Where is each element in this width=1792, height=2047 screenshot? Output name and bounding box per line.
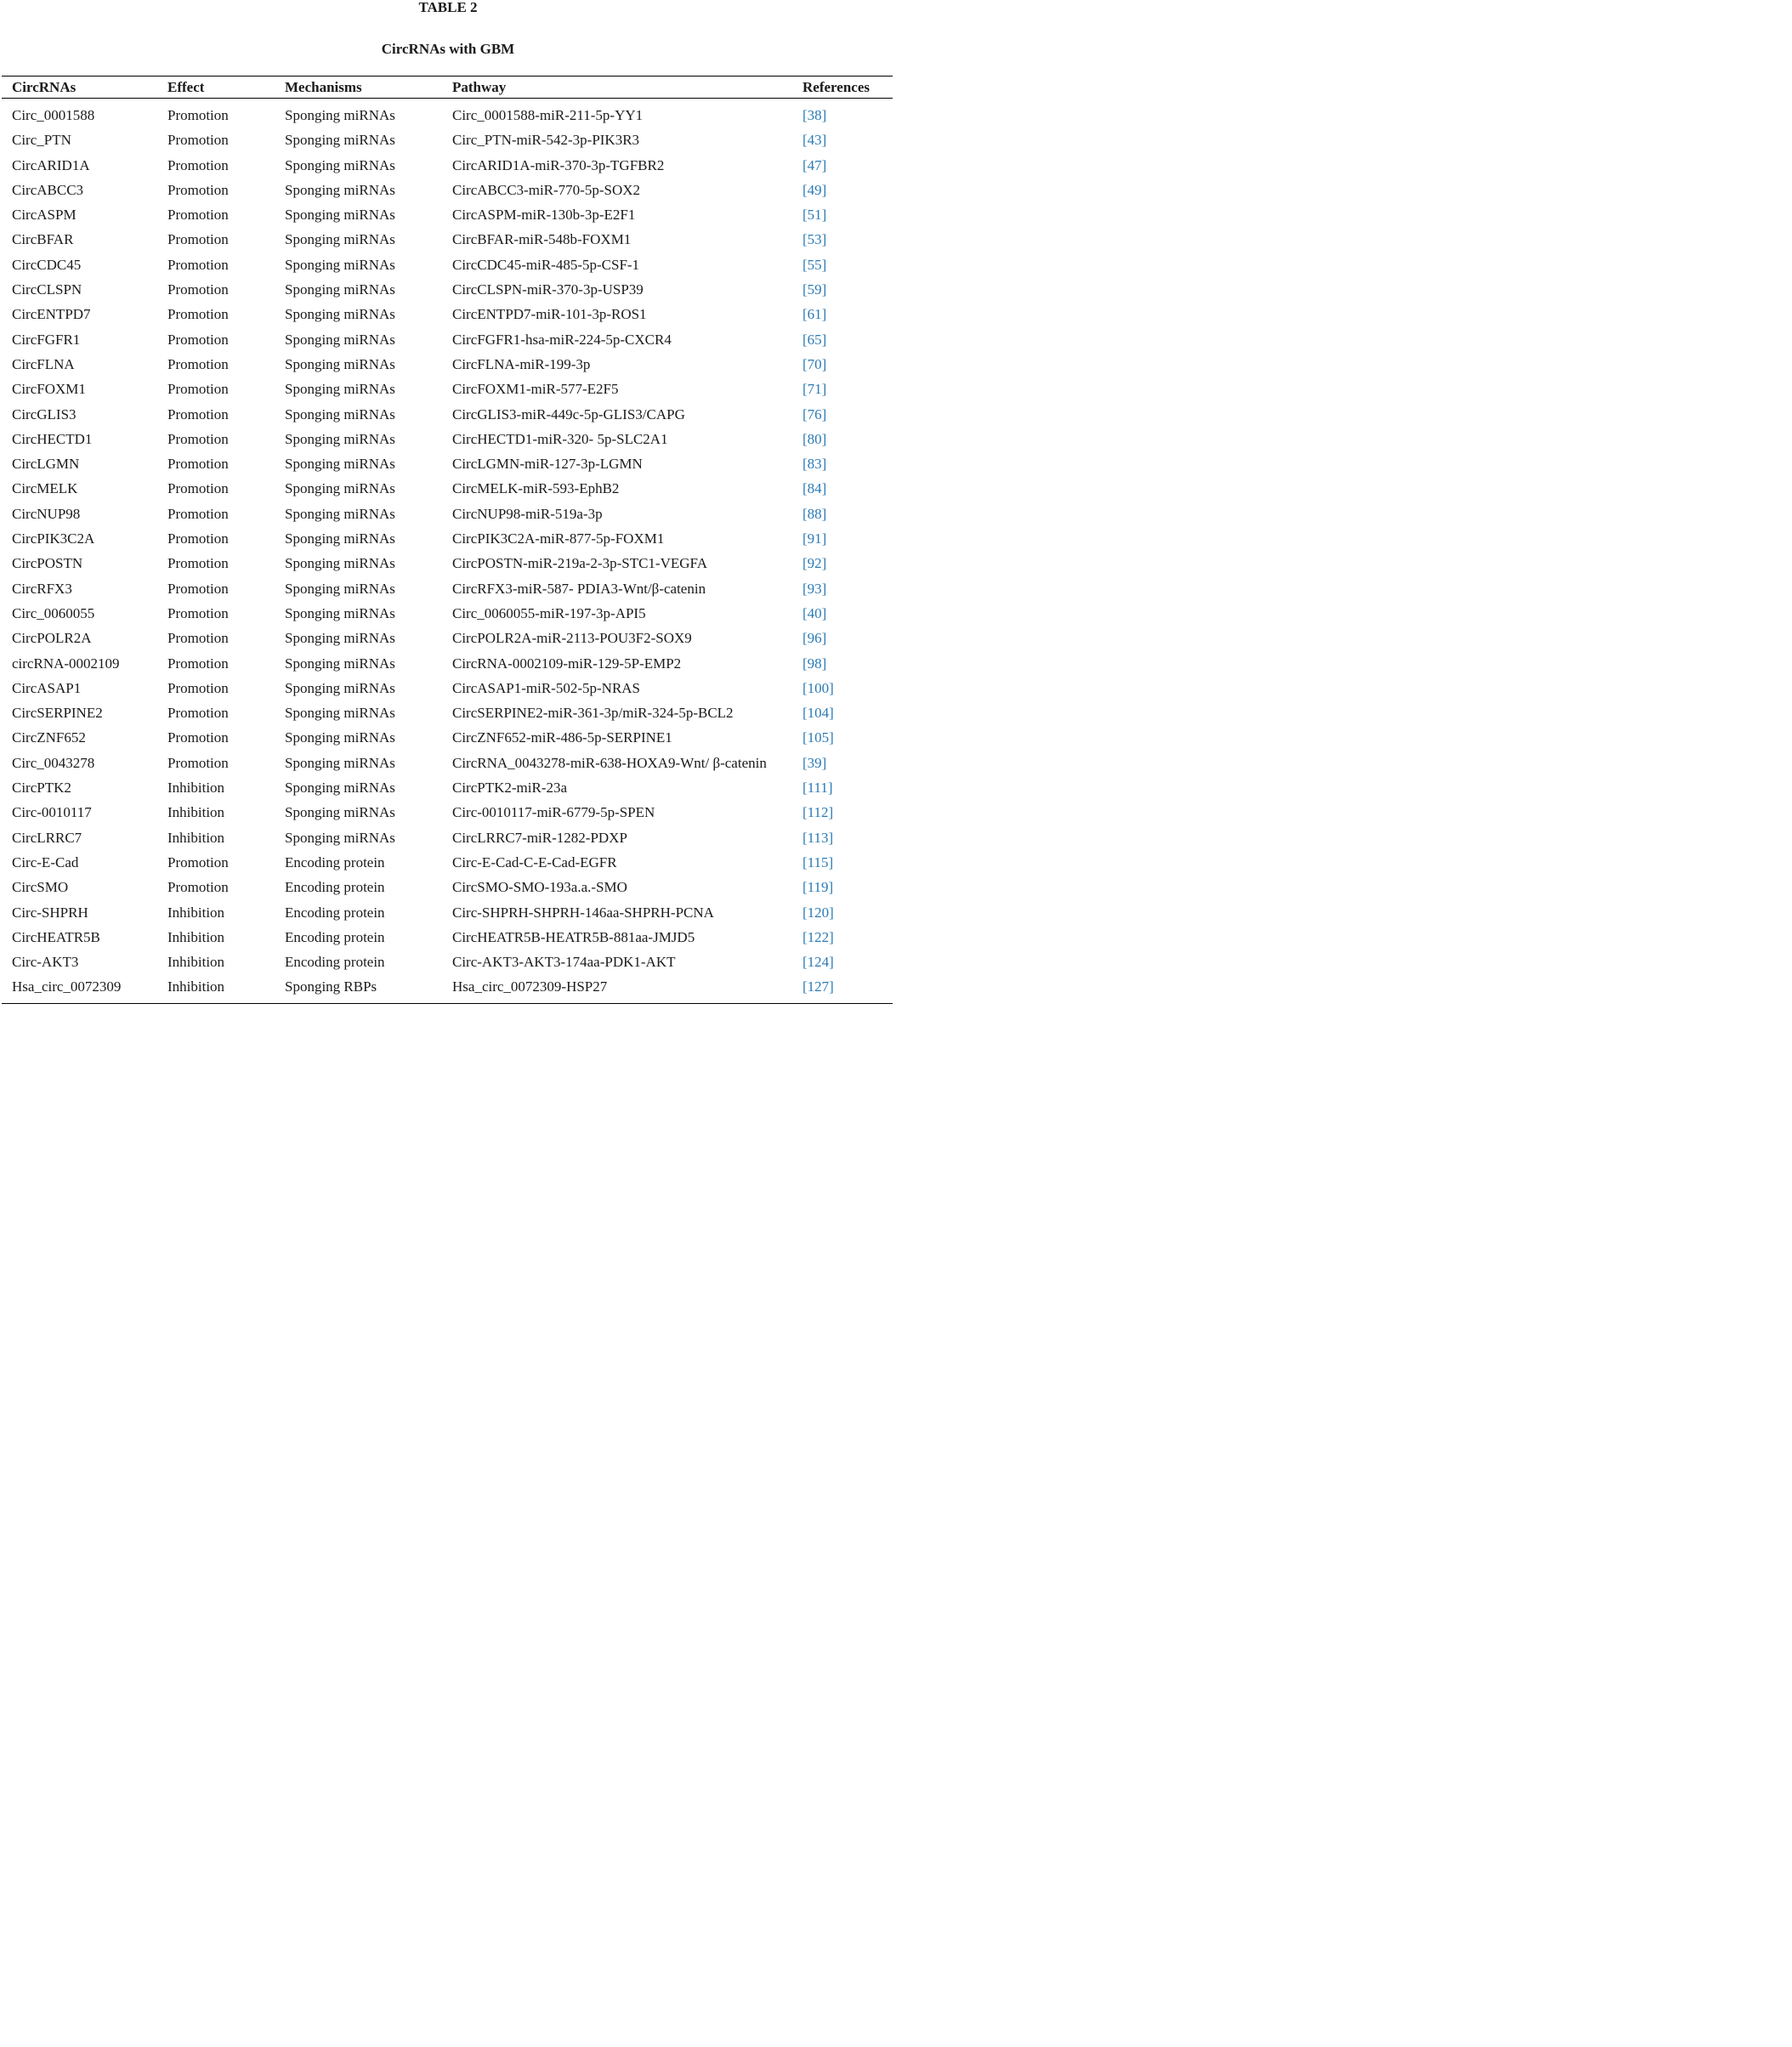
pathway-cell: Circ-0010117-miR-6779-5p-SPEN (452, 804, 655, 821)
effect-cell: Inhibition (167, 904, 225, 921)
reference-link[interactable]: [100] (802, 679, 834, 696)
reference-cell (792, 331, 893, 355)
mechanism-cell: Sponging miRNAs (285, 281, 395, 298)
circrna-cell: CircPOSTN (12, 555, 83, 572)
pathway-cell: Circ-AKT3-AKT3-174aa-PDK1-AKT (452, 954, 676, 971)
table-body (2, 99, 893, 1004)
circrna-cell: CircPTK2 (12, 780, 71, 797)
reference-number: 61 (807, 306, 822, 323)
reference-link[interactable]: [115] (802, 853, 834, 870)
reference-number: 92 (807, 555, 822, 572)
mechanism-cell: Sponging miRNAs (285, 705, 395, 722)
table-row (2, 405, 893, 430)
effect-cell: Promotion (167, 107, 229, 123)
effect-cell: Promotion (167, 630, 229, 647)
reference-cell (792, 430, 893, 455)
reference-number: 40 (807, 604, 822, 621)
table-row (2, 928, 893, 953)
reference-cell (792, 305, 893, 330)
table-label: TABLE 2 (418, 0, 478, 15)
reference-number: 49 (807, 181, 822, 198)
table-row (2, 554, 893, 579)
header-pathway: Pathway (442, 77, 792, 99)
effect-cell: Promotion (167, 456, 229, 473)
pathway-cell: CircPOLR2A-miR-2113-POU3F2-SOX9 (452, 630, 692, 647)
reference-number: 38 (807, 107, 822, 123)
effect-cell: Promotion (167, 754, 229, 771)
table-row (2, 281, 893, 305)
reference-number: 112 (807, 804, 829, 821)
reference-cell (792, 953, 893, 978)
mechanism-cell: Encoding protein (285, 879, 385, 896)
reference-number: 124 (807, 954, 830, 971)
effect-cell: Promotion (167, 480, 229, 497)
effect-cell: Promotion (167, 281, 229, 298)
reference-cell (792, 181, 893, 206)
reference-cell (792, 679, 893, 704)
pathway-cell: CircZNF652-miR-486-5p-SERPINE1 (452, 729, 672, 746)
reference-link[interactable]: [40] (802, 604, 827, 621)
reference-link[interactable]: [124] (802, 954, 834, 971)
reference-number: 88 (807, 505, 822, 522)
reference-number: 43 (807, 132, 822, 149)
reference-link[interactable]: [43] (802, 132, 827, 149)
reference-cell (792, 779, 893, 803)
pathway-cell: Circ-E-Cad-C-E-Cad-EGFR (452, 853, 617, 870)
effect-cell: Promotion (167, 355, 229, 372)
mechanism-cell: Sponging miRNAs (285, 381, 395, 398)
reference-cell (792, 729, 893, 753)
reference-link[interactable]: [120] (802, 904, 834, 921)
table-row (2, 953, 893, 978)
circrna-cell: CircCDC45 (12, 256, 82, 273)
table-row (2, 679, 893, 704)
reference-number: 91 (807, 530, 822, 547)
pathway-cell: Hsa_circ_0072309-HSP27 (442, 978, 792, 1003)
reference-cell (792, 99, 893, 132)
reference-link[interactable]: [127] (802, 978, 834, 995)
circrna-cell: CircBFAR (12, 231, 74, 248)
reference-link[interactable]: [61] (802, 306, 827, 323)
reference-cell (792, 554, 893, 579)
circrna-cell: CircHEATR5B (12, 928, 100, 945)
pathway-cell: CircABCC3-miR-770-5p-SOX2 (452, 181, 640, 198)
circrna-cell: CircASPM (12, 207, 77, 224)
table-row (2, 530, 893, 554)
reference-link[interactable]: [98] (802, 655, 827, 672)
table-row (2, 455, 893, 479)
reference-number: 76 (807, 405, 822, 422)
mechanism-cell: Sponging miRNAs (285, 754, 395, 771)
reference-number: 104 (807, 705, 830, 722)
effect-cell: Inhibition (167, 780, 225, 797)
mechanism-cell: Sponging RBPs (275, 978, 442, 1003)
reference-number: 53 (807, 231, 822, 248)
circrna-cell: Circ-AKT3 (12, 954, 79, 971)
pathway-cell: CircENTPD7-miR-101-3p-ROS1 (452, 306, 647, 323)
reference-number: 83 (807, 456, 822, 473)
mechanism-cell: Encoding protein (285, 954, 385, 971)
effect-cell: Inhibition (167, 928, 225, 945)
reference-cell (792, 629, 893, 654)
table-row (2, 604, 893, 629)
mechanism-cell: Sponging miRNAs (285, 480, 395, 497)
reference-cell (792, 206, 893, 230)
reference-cell (792, 479, 893, 504)
mechanism-cell: Sponging miRNAs (285, 355, 395, 372)
mechanism-cell: Sponging miRNAs (285, 331, 395, 348)
mechanism-cell: Sponging miRNAs (285, 804, 395, 821)
effect-cell: Promotion (167, 231, 229, 248)
table-row (2, 704, 893, 729)
reference-link[interactable]: [39] (802, 754, 827, 771)
circrna-cell: Circ_PTN (12, 132, 71, 149)
reference-link[interactable]: [65] (802, 331, 827, 348)
effect-cell: Inhibition (167, 804, 225, 821)
table-row (2, 206, 893, 230)
circrna-cell: CircGLIS3 (12, 405, 77, 422)
reference-link[interactable]: [47] (802, 156, 827, 173)
reference-cell (792, 380, 893, 405)
mechanism-cell: Sponging miRNAs (285, 580, 395, 597)
table-row (2, 729, 893, 753)
table-row (2, 754, 893, 779)
circrna-cell: CircFLNA (12, 355, 75, 372)
mechanism-cell: Sponging miRNAs (285, 306, 395, 323)
reference-link[interactable]: [38] (802, 107, 827, 123)
table-row (2, 655, 893, 679)
table-row (2, 230, 893, 255)
reference-number: 71 (807, 381, 822, 398)
mechanism-cell: Sponging miRNAs (285, 679, 395, 696)
pathway-cell: CircPTK2-miR-23a (452, 780, 568, 797)
table-caption: CircRNAs with GBM (381, 41, 515, 57)
effect-cell: Promotion (167, 181, 229, 198)
effect-cell: Promotion (167, 879, 229, 896)
reference-link[interactable]: [71] (802, 381, 827, 398)
effect-cell: Promotion (167, 381, 229, 398)
reference-number: 93 (807, 580, 822, 597)
effect-cell: Promotion (167, 555, 229, 572)
reference-number: 105 (807, 729, 830, 746)
reference-number: 111 (807, 780, 828, 797)
mechanism-cell: Sponging miRNAs (285, 505, 395, 522)
reference-cell (792, 505, 893, 530)
reference-cell (792, 580, 893, 604)
reference-number: 51 (807, 207, 822, 224)
header-row (2, 77, 893, 99)
table-row (2, 355, 893, 380)
reference-cell (792, 281, 893, 305)
reference-number: 55 (807, 256, 822, 273)
circrna-cell: CircZNF652 (12, 729, 86, 746)
effect-cell: Promotion (167, 655, 229, 672)
reference-number: 96 (807, 630, 822, 647)
mechanism-cell: Sponging miRNAs (285, 181, 395, 198)
effect-cell: Promotion (167, 156, 229, 173)
pathway-cell: CircRFX3-miR-587- PDIA3-Wnt/β-catenin (452, 580, 706, 597)
reference-link[interactable]: [93] (802, 580, 827, 597)
pathway-cell: CircCLSPN-miR-370-3p-USP39 (452, 281, 644, 298)
effect-cell: Inhibition (157, 978, 275, 1003)
reference-link[interactable]: [112] (802, 804, 834, 821)
mechanism-cell: Encoding protein (285, 853, 385, 870)
reference-link[interactable]: [113] (802, 829, 834, 846)
table-row (2, 505, 893, 530)
effect-cell: Promotion (167, 207, 229, 224)
circrna-cell: CircLRRC7 (12, 829, 82, 846)
effect-cell: Promotion (167, 853, 229, 870)
table-row (2, 580, 893, 604)
reference-link[interactable]: [92] (802, 555, 827, 572)
pathway-cell: CircRNA-0002109-miR-129-5P-EMP2 (452, 655, 682, 672)
reference-link[interactable]: [51] (802, 207, 827, 224)
mechanism-cell: Sponging miRNAs (285, 630, 395, 647)
reference-number: 122 (807, 928, 830, 945)
circrna-cell: CircENTPD7 (12, 306, 91, 323)
table-row (2, 803, 893, 828)
circrna-cell: CircPOLR2A (12, 630, 92, 647)
circrna-cell: CircHECTD1 (12, 430, 93, 447)
mechanism-cell: Sponging miRNAs (285, 729, 395, 746)
table-row (2, 131, 893, 156)
reference-cell (792, 355, 893, 380)
reference-link[interactable]: [119] (802, 879, 834, 896)
circrna-cell: CircLGMN (12, 456, 80, 473)
reference-link[interactable]: [91] (802, 530, 827, 547)
mechanism-cell: Sponging miRNAs (285, 780, 395, 797)
reference-link[interactable]: [83] (802, 456, 827, 473)
effect-cell: Promotion (167, 729, 229, 746)
effect-cell: Promotion (167, 505, 229, 522)
reference-cell (792, 604, 893, 629)
circrna-cell: Circ-E-Cad (12, 853, 79, 870)
pathway-cell: CircFLNA-miR-199-3p (452, 355, 591, 372)
circrna-cell: CircFGFR1 (12, 331, 81, 348)
mechanism-cell: Sponging miRNAs (285, 231, 395, 248)
reference-cell (792, 853, 893, 878)
header-effect: Effect (157, 77, 275, 99)
mechanism-cell: Sponging miRNAs (285, 456, 395, 473)
circrna-cell: Circ_0043278 (12, 754, 95, 771)
table-row (2, 99, 893, 132)
reference-number: 70 (807, 355, 822, 372)
reference-link[interactable]: [105] (802, 729, 834, 746)
reference-number: 115 (807, 853, 829, 870)
reference-link[interactable]: [80] (802, 430, 827, 447)
table-row (2, 978, 893, 1003)
effect-cell: Promotion (167, 405, 229, 422)
circrna-cell: Circ_0060055 (12, 604, 95, 621)
reference-number: 59 (807, 281, 822, 298)
header-circrnas: CircRNAs (2, 77, 157, 99)
reference-link[interactable]: [55] (802, 256, 827, 273)
pathway-cell: CircLGMN-miR-127-3p-LGMN (452, 456, 643, 473)
circrna-cell: circRNA-0002109 (12, 655, 120, 672)
mechanism-cell: Sponging miRNAs (285, 655, 395, 672)
reference-cell (792, 530, 893, 554)
reference-link[interactable]: [88] (802, 505, 827, 522)
circrna-cell: CircPIK3C2A (12, 530, 95, 547)
pathway-cell: CircLRRC7-miR-1282-PDXP (452, 829, 627, 846)
pathway-cell: Circ-SHPRH-SHPRH-146aa-SHPRH-PCNA (452, 904, 714, 921)
mechanism-cell: Sponging miRNAs (285, 156, 395, 173)
effect-cell: Promotion (167, 530, 229, 547)
pathway-cell: CircPOSTN-miR-219a-2-3p-STC1-VEGFA (452, 555, 707, 572)
circrna-cell: CircSMO (12, 879, 69, 896)
pathway-cell: Circ_0001588-miR-211-5p-YY1 (452, 107, 644, 123)
mechanism-cell: Encoding protein (285, 904, 385, 921)
reference-cell (792, 878, 893, 903)
pathway-cell: CircFOXM1-miR-577-E2F5 (452, 381, 619, 398)
reference-link[interactable]: [104] (802, 705, 834, 722)
reference-cell (792, 904, 893, 928)
reference-number: 98 (807, 655, 822, 672)
effect-cell: Promotion (167, 580, 229, 597)
reference-cell (792, 405, 893, 430)
table-row (2, 181, 893, 206)
circrna-cell: Circ-0010117 (12, 804, 92, 821)
reference-number: 113 (807, 829, 829, 846)
pathway-cell: CircCDC45-miR-485-5p-CSF-1 (452, 256, 640, 273)
mechanism-cell: Sponging miRNAs (285, 132, 395, 149)
reference-link[interactable]: [111] (802, 780, 833, 797)
reference-number: 39 (807, 754, 822, 771)
header-mechanisms: Mechanisms (275, 77, 442, 99)
reference-number: 84 (807, 480, 822, 497)
reference-link[interactable]: [122] (802, 928, 834, 945)
table-row (2, 779, 893, 803)
reference-cell (792, 455, 893, 479)
table-row (2, 904, 893, 928)
pathway-cell: Circ_PTN-miR-542-3p-PIK3R3 (452, 132, 640, 149)
reference-cell (792, 754, 893, 779)
table-row (2, 305, 893, 330)
effect-cell: Promotion (167, 132, 229, 149)
table-row (2, 629, 893, 654)
reference-number: 120 (807, 904, 830, 921)
pathway-cell: CircASPM-miR-130b-3p-E2F1 (452, 207, 636, 224)
pathway-cell: CircHEATR5B-HEATR5B-881aa-JMJD5 (452, 928, 695, 945)
table-row (2, 256, 893, 281)
reference-link[interactable]: [76] (802, 405, 827, 422)
effect-cell: Promotion (167, 430, 229, 447)
table-header (2, 77, 893, 99)
reference-number: 65 (807, 331, 822, 348)
mechanism-cell: Sponging miRNAs (285, 829, 395, 846)
mechanism-cell: Sponging miRNAs (285, 107, 395, 123)
reference-link[interactable]: [59] (802, 281, 827, 298)
reference-link[interactable]: [84] (802, 480, 827, 497)
reference-cell (792, 655, 893, 679)
pathway-cell: CircARID1A-miR-370-3p-TGFBR2 (452, 156, 665, 173)
pathway-cell: CircHECTD1-miR-320- 5p-SLC2A1 (452, 430, 668, 447)
reference-link[interactable]: [96] (802, 630, 827, 647)
effect-cell: Promotion (167, 331, 229, 348)
mechanism-cell: Sponging miRNAs (285, 207, 395, 224)
pathway-cell: CircASAP1-miR-502-5p-NRAS (452, 679, 641, 696)
effect-cell: Promotion (167, 604, 229, 621)
circrna-cell: CircNUP98 (12, 505, 81, 522)
table-row (2, 829, 893, 853)
mechanism-cell: Sponging miRNAs (285, 256, 395, 273)
pathway-cell: CircSMO-SMO-193a.a.-SMO (452, 879, 627, 896)
pathway-cell: CircPIK3C2A-miR-877-5p-FOXM1 (452, 530, 665, 547)
mechanism-cell: Sponging miRNAs (285, 555, 395, 572)
table-row (2, 853, 893, 878)
reference-number: 100 (807, 679, 830, 696)
reference-link[interactable]: [70] (802, 355, 827, 372)
pathway-cell: Circ_0060055-miR-197-3p-API5 (452, 604, 646, 621)
reference-cell (792, 131, 893, 156)
circrna-cell: CircMELK (12, 480, 78, 497)
circrna-cell: Hsa_circ_0072309 (2, 978, 157, 1003)
circrna-cell: CircCLSPN (12, 281, 82, 298)
circrna-table (2, 76, 893, 1004)
reference-number: 127 (807, 978, 830, 995)
circrna-cell: CircSERPINE2 (12, 705, 103, 722)
reference-number: 119 (807, 879, 829, 896)
circrna-cell: CircFOXM1 (12, 381, 86, 398)
pathway-cell: CircMELK-miR-593-EphB2 (452, 480, 620, 497)
circrna-cell: Circ_0001588 (12, 107, 95, 123)
pathway-cell: CircRNA_0043278-miR-638-HOXA9-Wnt/ β-catenin (452, 754, 767, 771)
circrna-cell: Circ-SHPRH (12, 904, 88, 921)
reference-cell (792, 156, 893, 181)
pathway-cell: CircSERPINE2-miR-361-3p/miR-324-5p-BCL2 (452, 705, 734, 722)
pathway-cell: CircNUP98-miR-519a-3p (452, 505, 603, 522)
reference-cell (792, 704, 893, 729)
reference-cell (792, 829, 893, 853)
pathway-cell: CircFGFR1-hsa-miR-224-5p-CXCR4 (452, 331, 672, 348)
reference-link[interactable]: [49] (802, 181, 827, 198)
table-row (2, 479, 893, 504)
reference-cell (792, 978, 893, 1003)
mechanism-cell: Sponging miRNAs (285, 530, 395, 547)
reference-link[interactable]: [53] (802, 231, 827, 248)
pathway-cell: CircBFAR-miR-548b-FOXM1 (452, 231, 632, 248)
table-row (2, 380, 893, 405)
table-row (2, 430, 893, 455)
pathway-cell: CircGLIS3-miR-449c-5p-GLIS3/CAPG (452, 405, 685, 422)
table-row (2, 878, 893, 903)
table-row (2, 156, 893, 181)
effect-cell: Inhibition (167, 829, 225, 846)
mechanism-cell: Sponging miRNAs (285, 405, 395, 422)
circrna-cell: CircABCC3 (12, 181, 84, 198)
effect-cell: Inhibition (167, 954, 225, 971)
reference-cell (792, 803, 893, 828)
reference-cell (792, 928, 893, 953)
reference-number: 47 (807, 156, 822, 173)
reference-cell (792, 256, 893, 281)
circrna-cell: CircASAP1 (12, 679, 82, 696)
effect-cell: Promotion (167, 705, 229, 722)
reference-number: 80 (807, 430, 822, 447)
header-references: References (792, 77, 893, 99)
mechanism-cell: Sponging miRNAs (285, 430, 395, 447)
effect-cell: Promotion (167, 679, 229, 696)
mechanism-cell: Encoding protein (285, 928, 385, 945)
circrna-cell: CircRFX3 (12, 580, 72, 597)
effect-cell: Promotion (167, 306, 229, 323)
circrna-cell: CircARID1A (12, 156, 90, 173)
table-row (2, 331, 893, 355)
reference-cell (792, 230, 893, 255)
effect-cell: Promotion (167, 256, 229, 273)
mechanism-cell: Sponging miRNAs (285, 604, 395, 621)
